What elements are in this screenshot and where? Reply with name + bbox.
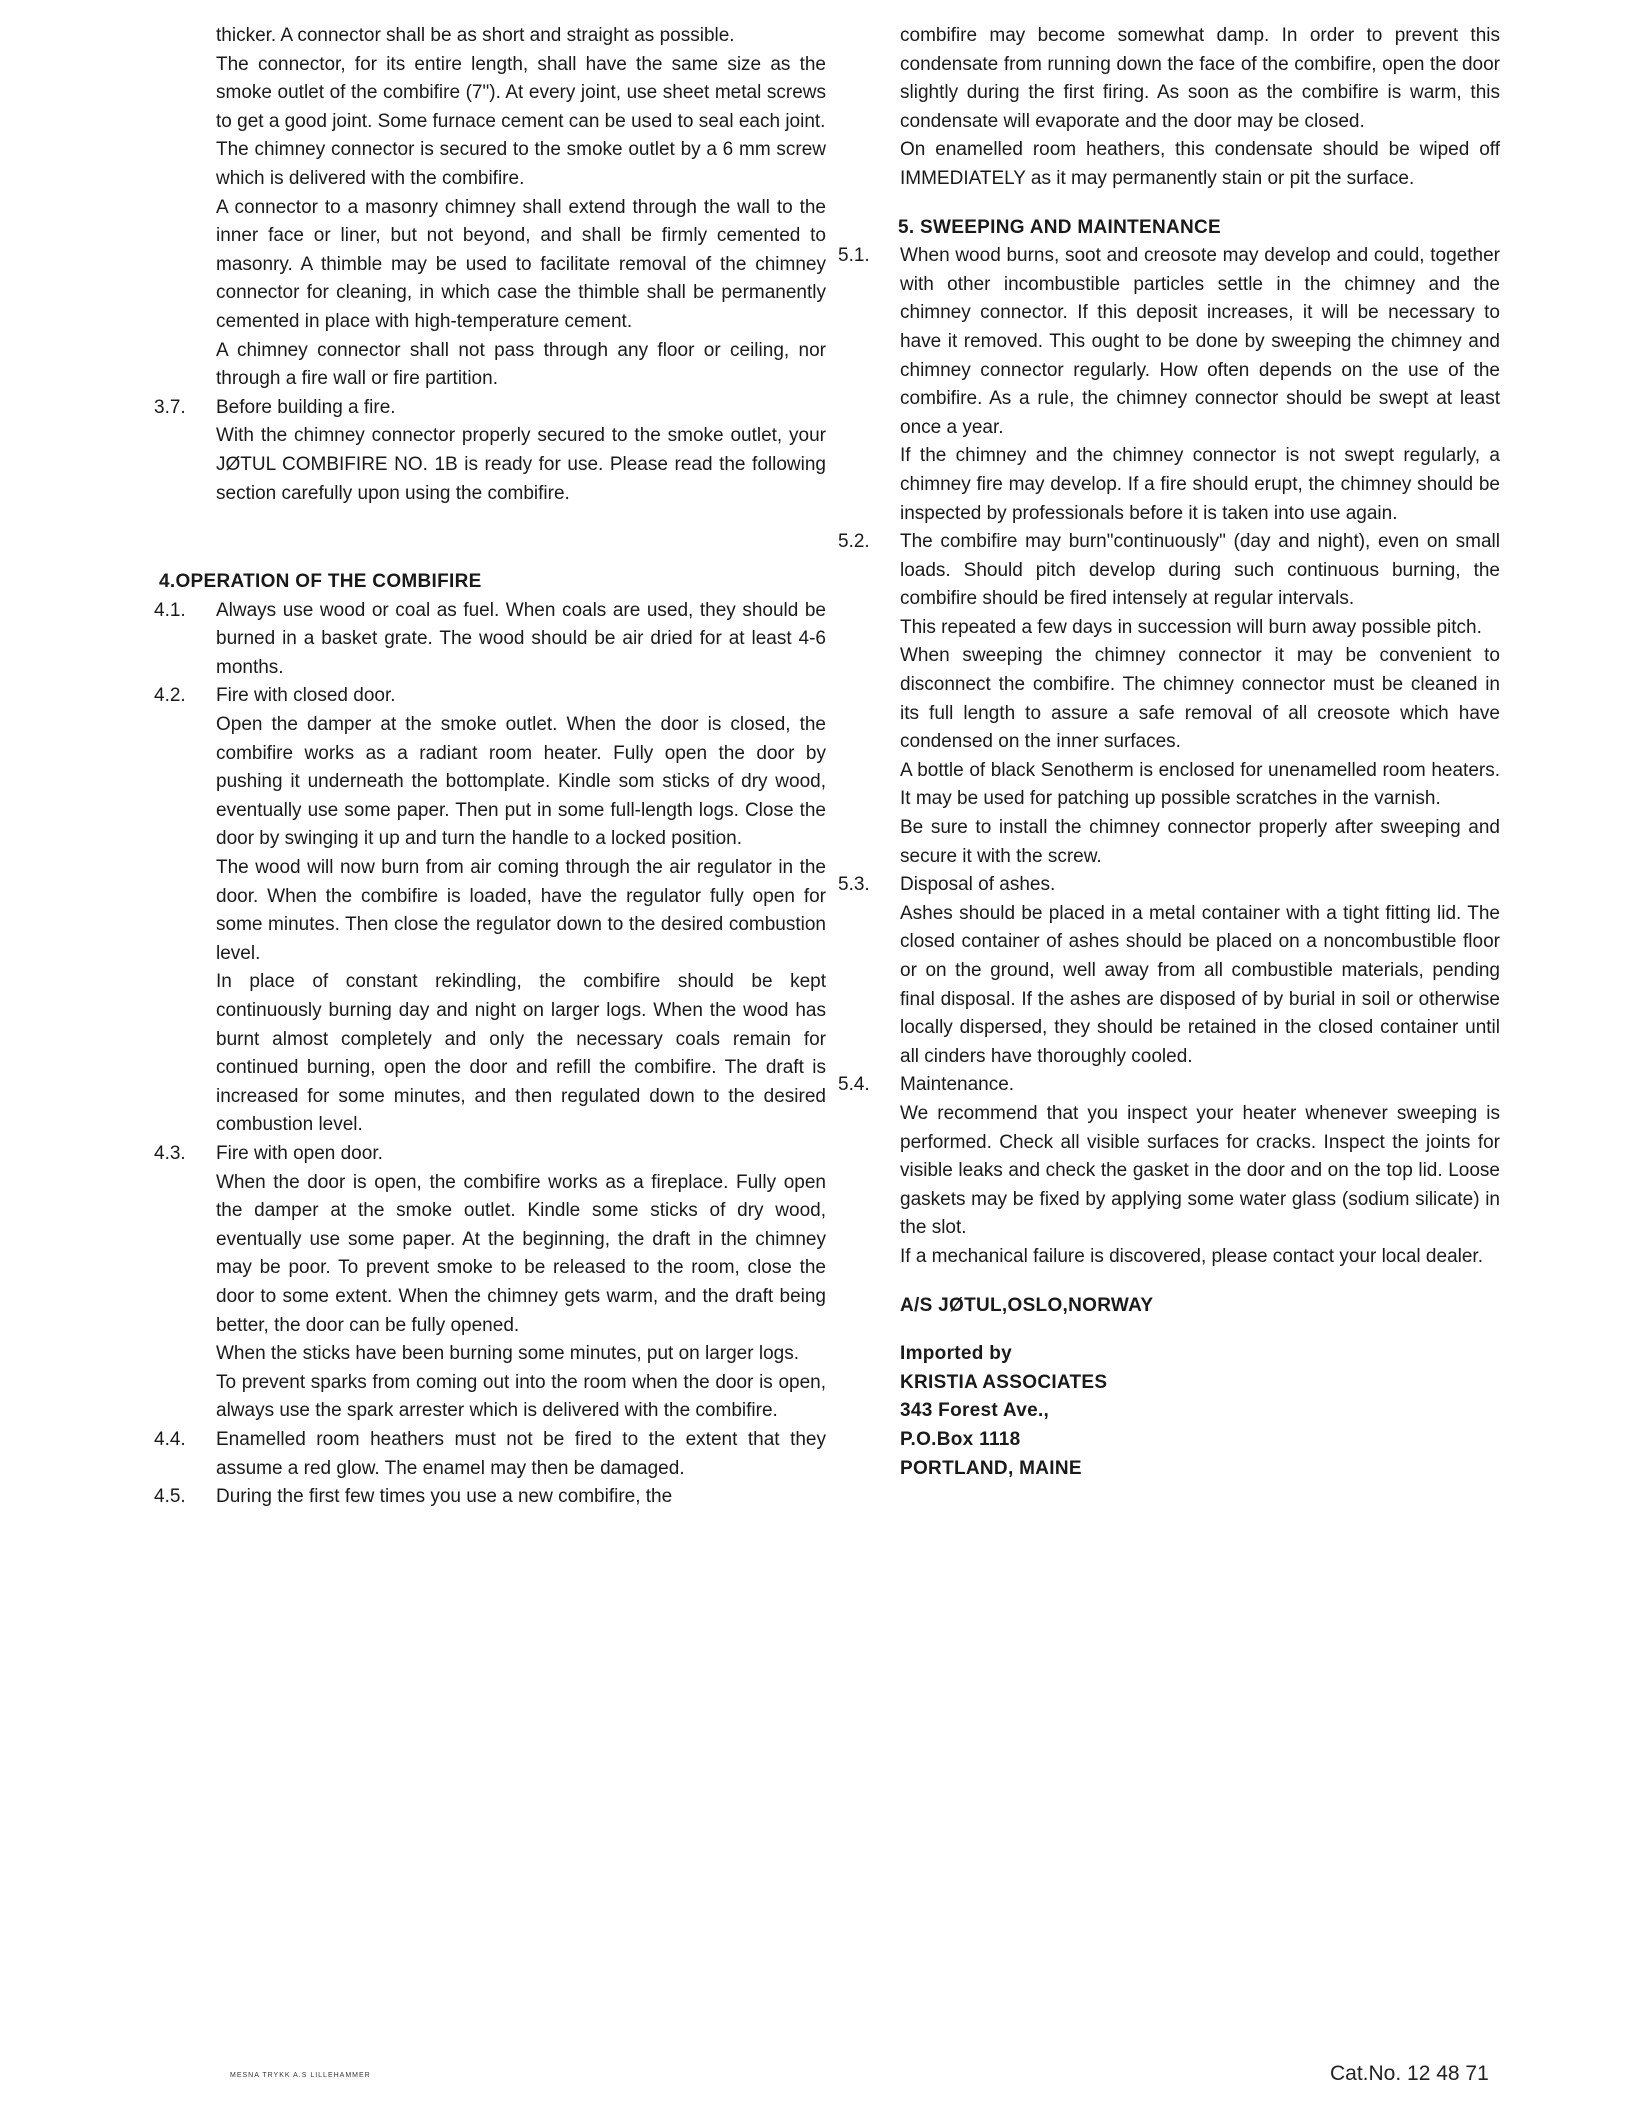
section-5-4 — [838, 1071, 1500, 1271]
paragraph: When sweeping the chimney connector it may be convenient to disconnect the combifire. The chimney connector must be cleaned in its full length to assure a safe removal of all creosote which have condensed on the inner surfaces. — [900, 645, 1500, 753]
section-5-3 — [838, 871, 1500, 1071]
paragraph: To prevent sparks from coming out into the room when the door is open, always use the spark arrester which is delivered with the combifire. — [216, 1371, 826, 1422]
section-4-3 — [154, 1140, 826, 1426]
section-4-4 — [154, 1426, 826, 1483]
section-title: Fire with open door. — [216, 1142, 383, 1164]
paragraph: In place of constant rekindling, the combifire should be kept continuously burning day and night on larger logs. When the wood has burnt almost completely and only the necessary coals remain for continued burning, open the door and refill the combifire. The draft is increased for some minutes, and then regulated down to the desired combustion level. — [216, 971, 826, 1136]
paragraph: Ashes should be placed in a metal container with a tight fitting lid. The closed container of ashes should be placed on a noncombustible floor or on the ground, well away from all combustible materials, pending final disposal. If the ashes are disposed of by burial in soil or otherwise locally dispersed, they should be retained in the closed container until all cinders have thoroughly cooled. — [900, 902, 1500, 1067]
section-title: Maintenance. — [900, 1074, 1015, 1096]
paragraph: During the first few times you use a new combifire, the — [216, 1486, 673, 1508]
section-number: 4.3. — [154, 1142, 186, 1164]
section-number: 4.1. — [154, 599, 186, 621]
paragraph: If a mechanical failure is discovered, please contact your local dealer. — [900, 1245, 1483, 1267]
section-4-2 — [154, 682, 826, 1140]
section-3-7 — [154, 394, 826, 508]
section-number: 3.7. — [154, 396, 186, 418]
paragraph: A connector to a masonry chimney shall extend through the wall to the inner face or liner, but not beyond, and shall be firmly cemented to masonry. A thimble may be used to facilitate removal of the chimney connector for cleaning, in which case the thimble shall be permanently cemented in place with high-temperature cement. — [216, 196, 826, 332]
section-heading: 5. SWEEPING AND MAINTENANCE — [898, 216, 1222, 238]
paragraph: We recommend that you inspect your heater whenever sweeping is performed. Check all visible surfaces for cracks. Inspect the joints for visible leaks and check the gasket in the door and on the top lid. Loose gaskets may be fixed by applying some water glass (sodium silicate) in the slot. — [900, 1102, 1500, 1239]
paragraph: The connector, for its entire length, shall have the same size as the smoke outlet of the combifire (7"). At every joint, use sheet metal screws to get a good joint. Some furnace cement can be used to seal each joint. — [216, 53, 826, 132]
section-title: Before building a fire. — [216, 396, 396, 418]
paragraph: This repeated a few days in succession will burn away possible pitch. — [900, 616, 1482, 638]
paragraph: On enamelled room heathers, this condensate should be wiped off IMMEDIATELY as it may permanently stain or pit the surface. — [900, 139, 1500, 189]
paragraph: thicker. A connector shall be as short and straight as possible. — [216, 25, 735, 46]
importer-label: Imported by — [900, 1343, 1013, 1365]
paragraph: Enamelled room heathers must not be fired to the extent that they assume a red glow. The enamel may then be damaged. — [216, 1428, 826, 1479]
paragraph: Always use wood or coal as fuel. When coals are used, they should be burned in a basket grate. The wood should be air dried for at least 4-6 months. — [216, 599, 826, 678]
section-number: 5.4. — [838, 1074, 870, 1096]
importer-street: 343 Forest Ave., — [900, 1400, 1050, 1422]
importer-pobox: P.O.Box 1118 — [900, 1428, 1021, 1450]
importer-block — [900, 1340, 1500, 1483]
paragraph: With the chimney connector properly secured to the smoke outlet, your JØTUL COMBIFIRE NO. 1B is ready for use. Please read the following section carefully upon using the combifire. — [216, 425, 826, 504]
importer-city: PORTLAND, MAINE — [900, 1457, 1082, 1479]
paragraph: When the sticks have been burning some minutes, put on larger logs. — [216, 1343, 799, 1365]
paragraph: When wood burns, soot and creosote may develop and could, together with other incombustible particles settle in the chimney and the chimney connector. If this deposit increases, it will be necessary to have it removed. This ought to be done by sweeping the chimney and chimney connector regularly. How often depends on the use of the combifire. As a rule, the chimney connector should be swept at least once a year. — [900, 245, 1500, 438]
section-number: 4.5. — [154, 1486, 186, 1508]
paragraph: Open the damper at the smoke outlet. When the door is closed, the combifire works as a radiant room heater. Fully open the door by pushing it underneath the bottomplate. Kindle som sticks of dry wood, eventually use some paper. Then put in some full-length logs. Close the door by swinging it up and turn the handle to a locked position. — [216, 714, 826, 850]
paragraph: A chimney connector shall not pass through any floor or ceiling, nor through a fire wall or fire partition. — [216, 339, 826, 390]
section-4-5 — [154, 1483, 826, 1512]
catalog-number: Cat.No. 12 48 71 — [1330, 2062, 1489, 2085]
section-5-2 — [838, 528, 1500, 871]
company-name: A/S JØTUL,OSLO,NORWAY — [900, 1294, 1154, 1316]
paragraph: The chimney connector is secured to the smoke outlet by a 6 mm screw which is delivered with the combifire. — [216, 139, 826, 189]
section-4-1 — [154, 597, 826, 683]
printer-imprint: MESNA TRYKK A.S LILLEHAMMER — [230, 2072, 371, 2079]
section-number: 5.1. — [838, 245, 870, 267]
importer-name: KRISTIA ASSOCIATES — [900, 1371, 1108, 1393]
section-heading: 4.OPERATION OF THE COMBIFIRE — [159, 571, 482, 593]
section-5-1 — [838, 242, 1500, 528]
section-number: 5.3. — [838, 874, 870, 896]
section-title: Disposal of ashes. — [900, 874, 1056, 896]
section-title: Fire with closed door. — [216, 685, 396, 707]
paragraph: Be sure to install the chimney connector properly after sweeping and secure it with the screw. — [900, 817, 1500, 867]
section-number: 5.2. — [838, 531, 870, 553]
left-column — [154, 22, 826, 1512]
section-number: 4.4. — [154, 1428, 186, 1450]
paragraph: When the door is open, the combifire works as a fireplace. Fully open the damper at the smoke outlet. Kindle some sticks of dry wood, eventually use some paper. At the beginning, the draft in the chimney may be poor. To prevent smoke to be released to the room, close the door to some extent. When the chimney gets warm, and the draft being better, the door can be fully opened. — [216, 1171, 826, 1336]
paragraph: combifire may become somewhat damp. In order to prevent this condensate from running down the face of the combifire, open the door slightly during the first firing. As soon as the combifire is warm, this condensate will evaporate and the door may be closed. — [900, 25, 1500, 132]
paragraph: A bottle of black Senotherm is enclosed for unenamelled room heaters. It may be used for patching up possible scratches in the varnish. — [900, 759, 1500, 810]
section-number: 4.2. — [154, 685, 186, 707]
right-column — [838, 22, 1500, 1483]
paragraph: The wood will now burn from air coming through the air regulator in the door. When the combifire is loaded, have the regulator fully open for some minutes. Then close the regulator down to the desired combustion level. — [216, 857, 826, 964]
paragraph: The combifire may burn"continuously" (day and night), even on small loads. Should pitch develop during such continuous burning, the combifire should be fired intensely at regular intervals. — [900, 531, 1500, 610]
paragraph: If the chimney and the chimney connector is not swept regularly, a chimney fire may develop. If a fire should erupt, the chimney should be inspected by professionals before it is taken into use again. — [900, 445, 1500, 524]
